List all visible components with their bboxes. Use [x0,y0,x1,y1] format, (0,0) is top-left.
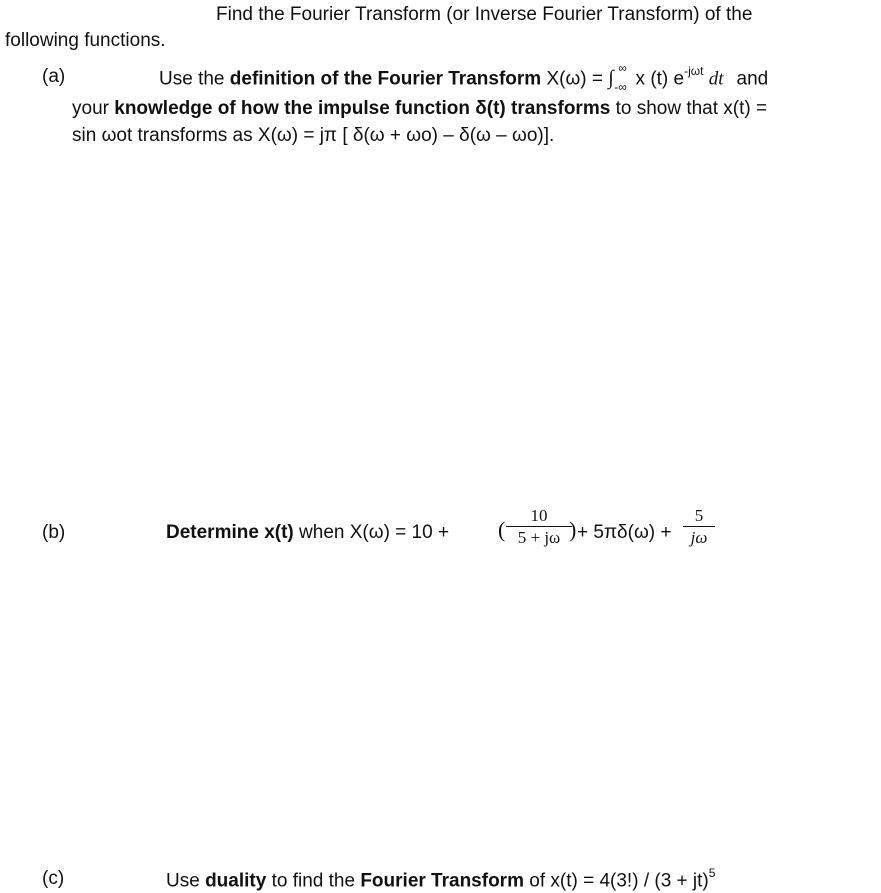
part-c-text: Use [166,870,206,892]
part-a-text: x (t) e [630,68,685,90]
part-c-bold-fourier: Fourier Transform [360,870,524,892]
part-c-label: (c) [42,868,65,889]
part-a-bold-definition: definition of the Fourier Transform [229,68,542,90]
part-a-line-1 [159,61,769,95]
part-b-bold-determine: Determine x(t) [166,522,294,543]
integral-lower-limit: -∞ [614,80,627,95]
part-a-text: to show that x(t) = [610,98,768,119]
exponent: -jωt [684,64,704,78]
part-b-line [166,523,449,542]
intro-line-1: Find the Fourier Transform (or Inverse Fourier Transform) of the [216,4,753,25]
part-b-label: (b) [42,522,66,543]
part-a-label: (a) [42,66,66,87]
part-c-exponent: 5 [708,866,716,880]
part-c-bold-duality: duality [205,870,267,892]
fraction-1-numerator: 10 [530,506,548,525]
fraction-1 [506,507,572,546]
part-c-text: to find the [266,870,361,892]
dt-term: dt [708,68,724,90]
left-paren: ( [498,517,506,542]
part-b-text: when X(ω) = 10 + [293,522,450,543]
fraction-1-bar [506,526,572,527]
intro-line-2: following functions. [5,30,166,51]
part-a-text: and [736,68,769,90]
right-paren: ) [569,517,577,542]
part-a-text: Use the [159,68,230,90]
part-a-line-3: sin ωot transforms as X(ω) = jπ [ δ(ω + ωo) – δ(ω – ωo)]. [72,125,555,146]
fraction-2-bar [683,526,715,527]
part-c-line [166,866,716,892]
fraction-1-denominator: 5 + jω [517,528,561,547]
fraction-2-denominator: jω [690,528,708,547]
integral-symbol [608,61,630,95]
part-a-text: your [72,98,115,119]
integral-sign: ∫ [608,67,614,90]
integral-upper-limit: ∞ [618,61,627,76]
part-b-text-2: + 5πδ(ω) + [577,522,672,543]
fraction-2 [683,507,715,546]
part-a-line-2 [72,99,767,118]
part-a-text: X(ω) = [541,68,609,90]
fraction-2-numerator: 5 [694,506,704,525]
part-c-text: of x(t) = 4(3!) / (3 + jt) [523,870,709,892]
part-a-bold-impulse: knowledge of how the impulse function δ(t) transforms [114,98,611,119]
